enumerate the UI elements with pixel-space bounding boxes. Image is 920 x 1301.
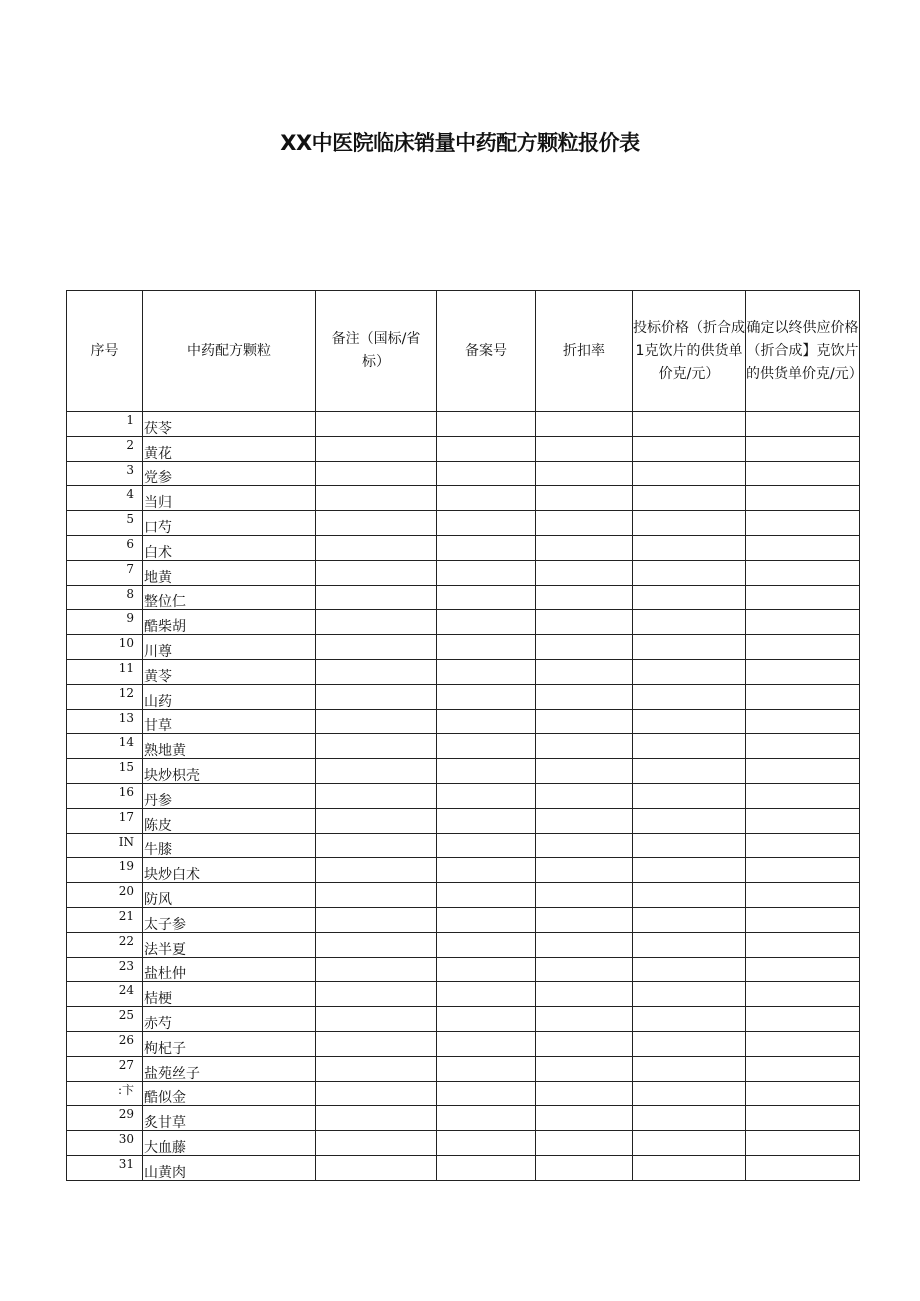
final-price-cell bbox=[746, 436, 860, 461]
row-herb-cell bbox=[143, 883, 316, 908]
remark-cell bbox=[316, 858, 437, 883]
row-number: 20 bbox=[67, 883, 143, 908]
bid-price-cell bbox=[633, 808, 746, 833]
table-row bbox=[67, 1131, 860, 1156]
discount-cell bbox=[536, 1056, 633, 1081]
discount-cell bbox=[536, 1155, 633, 1180]
final-price-cell bbox=[746, 1131, 860, 1156]
row-herb-cell bbox=[143, 957, 316, 982]
bid-price-cell bbox=[633, 957, 746, 982]
record-no-cell bbox=[437, 1081, 536, 1106]
remark-cell bbox=[316, 907, 437, 932]
final-price-cell bbox=[746, 858, 860, 883]
table-row bbox=[67, 1031, 860, 1056]
final-price-cell bbox=[746, 1106, 860, 1131]
record-no-cell bbox=[437, 759, 536, 784]
remark-cell bbox=[316, 486, 437, 511]
herb-name: 枸杞子 bbox=[144, 1040, 186, 1057]
discount-cell bbox=[536, 1007, 633, 1032]
discount-cell bbox=[536, 808, 633, 833]
price-quote-table bbox=[66, 290, 863, 1181]
herb-name: 黄花 bbox=[144, 445, 172, 462]
bid-price-cell bbox=[633, 684, 746, 709]
remark-cell bbox=[316, 1106, 437, 1131]
row-number: 13 bbox=[67, 709, 143, 734]
bid-price-cell bbox=[633, 610, 746, 635]
final-price-cell bbox=[746, 535, 860, 560]
herb-name: 块炒枳壳 bbox=[144, 767, 200, 784]
record-no-cell bbox=[437, 511, 536, 536]
table-row bbox=[67, 932, 860, 957]
row-number: 7 bbox=[67, 560, 143, 585]
final-price-cell bbox=[746, 1081, 860, 1106]
discount-cell bbox=[536, 1031, 633, 1056]
table-row bbox=[67, 833, 860, 858]
discount-cell bbox=[536, 511, 633, 536]
row-number: 11 bbox=[67, 659, 143, 684]
remark-cell bbox=[316, 957, 437, 982]
final-price-cell bbox=[746, 610, 860, 635]
table-row bbox=[67, 486, 860, 511]
herb-name: 白术 bbox=[144, 544, 172, 561]
discount-cell bbox=[536, 486, 633, 511]
row-number: 26 bbox=[67, 1031, 143, 1056]
record-no-cell bbox=[437, 1056, 536, 1081]
herb-name: 地黄 bbox=[144, 569, 172, 586]
final-price-cell bbox=[746, 1155, 860, 1180]
row-herb-cell bbox=[143, 759, 316, 784]
row-number: 15 bbox=[67, 759, 143, 784]
table-row bbox=[67, 759, 860, 784]
row-herb-cell bbox=[143, 461, 316, 486]
record-no-cell bbox=[437, 610, 536, 635]
row-herb-cell bbox=[143, 709, 316, 734]
herb-name: 法半夏 bbox=[144, 941, 186, 958]
row-number: 21 bbox=[67, 907, 143, 932]
bid-price-cell bbox=[633, 659, 746, 684]
discount-cell bbox=[536, 957, 633, 982]
discount-cell bbox=[536, 1081, 633, 1106]
row-number: 30 bbox=[67, 1131, 143, 1156]
record-no-cell bbox=[437, 412, 536, 437]
document-title: XX中医院临床销量中药配方颗粒报价表 bbox=[280, 131, 640, 155]
row-number: 27 bbox=[67, 1056, 143, 1081]
row-herb-cell bbox=[143, 1007, 316, 1032]
bid-price-cell bbox=[633, 1081, 746, 1106]
row-number: 3 bbox=[67, 461, 143, 486]
table-row bbox=[67, 684, 860, 709]
header-final-price: 确定以终供应价格（折合成】克饮片的供货单价克/元） bbox=[746, 291, 860, 412]
record-no-cell bbox=[437, 883, 536, 908]
bid-price-cell bbox=[633, 1106, 746, 1131]
remark-cell bbox=[316, 883, 437, 908]
row-number: 31 bbox=[67, 1155, 143, 1180]
bid-price-cell bbox=[633, 759, 746, 784]
discount-cell bbox=[536, 982, 633, 1007]
final-price-cell bbox=[746, 511, 860, 536]
herb-name: 盐苑丝子 bbox=[144, 1065, 200, 1082]
final-price-cell bbox=[746, 883, 860, 908]
final-price-cell bbox=[746, 1031, 860, 1056]
row-number: 17 bbox=[67, 808, 143, 833]
record-no-cell bbox=[437, 535, 536, 560]
table-row bbox=[67, 511, 860, 536]
row-herb-cell bbox=[143, 833, 316, 858]
remark-cell bbox=[316, 610, 437, 635]
row-number: 19 bbox=[67, 858, 143, 883]
remark-cell bbox=[316, 684, 437, 709]
table-row bbox=[67, 883, 860, 908]
discount-cell bbox=[536, 907, 633, 932]
discount-cell bbox=[536, 412, 633, 437]
discount-cell bbox=[536, 461, 633, 486]
herb-name: 赤芍 bbox=[144, 1015, 172, 1032]
herb-name: 口芍 bbox=[144, 519, 172, 536]
row-herb-cell bbox=[143, 585, 316, 610]
table-row bbox=[67, 535, 860, 560]
record-no-cell bbox=[437, 957, 536, 982]
table-row bbox=[67, 412, 860, 437]
row-number: 6 bbox=[67, 535, 143, 560]
discount-cell bbox=[536, 1106, 633, 1131]
remark-cell bbox=[316, 1155, 437, 1180]
table-header-row bbox=[67, 291, 860, 412]
row-number: 23 bbox=[67, 957, 143, 982]
table-row bbox=[67, 635, 860, 660]
record-no-cell bbox=[437, 907, 536, 932]
remark-cell bbox=[316, 535, 437, 560]
final-price-cell bbox=[746, 412, 860, 437]
table-body bbox=[67, 412, 860, 1181]
table-row bbox=[67, 585, 860, 610]
row-herb-cell bbox=[143, 511, 316, 536]
table-row bbox=[67, 436, 860, 461]
discount-cell bbox=[536, 436, 633, 461]
record-no-cell bbox=[437, 1031, 536, 1056]
row-herb-cell bbox=[143, 535, 316, 560]
record-no-cell bbox=[437, 709, 536, 734]
remark-cell bbox=[316, 560, 437, 585]
record-no-cell bbox=[437, 833, 536, 858]
remark-cell bbox=[316, 1056, 437, 1081]
row-number: 25 bbox=[67, 1007, 143, 1032]
row-herb-cell bbox=[143, 982, 316, 1007]
record-no-cell bbox=[437, 486, 536, 511]
table-row bbox=[67, 560, 860, 585]
bid-price-cell bbox=[633, 709, 746, 734]
bid-price-cell bbox=[633, 1031, 746, 1056]
final-price-cell bbox=[746, 982, 860, 1007]
herb-name: 熟地黄 bbox=[144, 743, 186, 760]
discount-cell bbox=[536, 759, 633, 784]
discount-cell bbox=[536, 932, 633, 957]
record-no-cell bbox=[437, 635, 536, 660]
record-no-cell bbox=[437, 436, 536, 461]
row-herb-cell bbox=[143, 412, 316, 437]
bid-price-cell bbox=[633, 982, 746, 1007]
bid-price-cell bbox=[633, 585, 746, 610]
table-row bbox=[67, 461, 860, 486]
herb-name: 太子参 bbox=[144, 916, 186, 933]
record-no-cell bbox=[437, 684, 536, 709]
remark-cell bbox=[316, 412, 437, 437]
discount-cell bbox=[536, 610, 633, 635]
remark-cell bbox=[316, 709, 437, 734]
row-number: 24 bbox=[67, 982, 143, 1007]
row-herb-cell bbox=[143, 1056, 316, 1081]
discount-cell bbox=[536, 734, 633, 759]
record-no-cell bbox=[437, 734, 536, 759]
bid-price-cell bbox=[633, 883, 746, 908]
row-number: 9 bbox=[67, 610, 143, 635]
remark-cell bbox=[316, 759, 437, 784]
table-row bbox=[67, 783, 860, 808]
bid-price-cell bbox=[633, 1007, 746, 1032]
final-price-cell bbox=[746, 659, 860, 684]
table-row bbox=[67, 610, 860, 635]
header-name: 中药配方颗粒 bbox=[143, 291, 316, 412]
row-herb-cell bbox=[143, 1081, 316, 1106]
bid-price-cell bbox=[633, 833, 746, 858]
row-herb-cell bbox=[143, 1131, 316, 1156]
header-bid-price: 投标价格（折合成1克饮片的供货单价克/元） bbox=[633, 291, 746, 412]
record-no-cell bbox=[437, 932, 536, 957]
remark-cell bbox=[316, 511, 437, 536]
row-herb-cell bbox=[143, 635, 316, 660]
bid-price-cell bbox=[633, 461, 746, 486]
final-price-cell bbox=[746, 957, 860, 982]
discount-cell bbox=[536, 783, 633, 808]
table-row bbox=[67, 1106, 860, 1131]
record-no-cell bbox=[437, 659, 536, 684]
final-price-cell bbox=[746, 932, 860, 957]
bid-price-cell bbox=[633, 560, 746, 585]
herb-name: 黄苓 bbox=[144, 668, 172, 685]
record-no-cell bbox=[437, 858, 536, 883]
row-herb-cell bbox=[143, 659, 316, 684]
remark-cell bbox=[316, 659, 437, 684]
record-no-cell bbox=[437, 982, 536, 1007]
record-no-cell bbox=[437, 808, 536, 833]
final-price-cell bbox=[746, 734, 860, 759]
discount-cell bbox=[536, 709, 633, 734]
herb-name: 炙甘草 bbox=[144, 1115, 186, 1132]
herb-name: 茯苓 bbox=[144, 420, 172, 437]
bid-price-cell bbox=[633, 1131, 746, 1156]
herb-name: 山黄肉 bbox=[144, 1164, 186, 1181]
discount-cell bbox=[536, 560, 633, 585]
remark-cell bbox=[316, 1007, 437, 1032]
herb-name: 酷柴胡 bbox=[144, 619, 186, 636]
table-row bbox=[67, 1007, 860, 1032]
header-seq: 序号 bbox=[67, 291, 143, 412]
remark-cell bbox=[316, 635, 437, 660]
remark-cell bbox=[316, 982, 437, 1007]
discount-cell bbox=[536, 635, 633, 660]
bid-price-cell bbox=[633, 858, 746, 883]
row-herb-cell bbox=[143, 436, 316, 461]
table-row bbox=[67, 808, 860, 833]
bid-price-cell bbox=[633, 436, 746, 461]
final-price-cell bbox=[746, 560, 860, 585]
row-number: 10 bbox=[67, 635, 143, 660]
bid-price-cell bbox=[633, 1155, 746, 1180]
table-row bbox=[67, 858, 860, 883]
row-number: 8 bbox=[67, 585, 143, 610]
discount-cell bbox=[536, 1131, 633, 1156]
row-herb-cell bbox=[143, 1031, 316, 1056]
herb-name: 块炒白术 bbox=[144, 867, 200, 884]
row-number: 14 bbox=[67, 734, 143, 759]
herb-name: 大血藤 bbox=[144, 1139, 186, 1156]
row-number: 5 bbox=[67, 511, 143, 536]
discount-cell bbox=[536, 535, 633, 560]
table-row bbox=[67, 1081, 860, 1106]
row-number: 22 bbox=[67, 932, 143, 957]
final-price-cell bbox=[746, 907, 860, 932]
record-no-cell bbox=[437, 585, 536, 610]
bid-price-cell bbox=[633, 783, 746, 808]
table-row bbox=[67, 734, 860, 759]
row-herb-cell bbox=[143, 907, 316, 932]
discount-cell bbox=[536, 659, 633, 684]
bid-price-cell bbox=[633, 635, 746, 660]
row-herb-cell bbox=[143, 684, 316, 709]
table-row bbox=[67, 982, 860, 1007]
final-price-cell bbox=[746, 808, 860, 833]
herb-name: 丹参 bbox=[144, 792, 172, 809]
final-price-cell bbox=[746, 635, 860, 660]
bid-price-cell bbox=[633, 734, 746, 759]
header-record-no: 备案号 bbox=[437, 291, 536, 412]
herb-name: 整位仁 bbox=[144, 594, 186, 611]
remark-cell bbox=[316, 833, 437, 858]
row-herb-cell bbox=[143, 1106, 316, 1131]
discount-cell bbox=[536, 883, 633, 908]
discount-cell bbox=[536, 833, 633, 858]
row-number: 29 bbox=[67, 1106, 143, 1131]
herb-name: 山药 bbox=[144, 693, 172, 710]
row-herb-cell bbox=[143, 932, 316, 957]
final-price-cell bbox=[746, 783, 860, 808]
final-price-cell bbox=[746, 1007, 860, 1032]
row-herb-cell bbox=[143, 1155, 316, 1180]
table-row bbox=[67, 1056, 860, 1081]
row-number: 12 bbox=[67, 684, 143, 709]
final-price-cell bbox=[746, 461, 860, 486]
remark-cell bbox=[316, 1131, 437, 1156]
bid-price-cell bbox=[633, 535, 746, 560]
herb-name: 当归 bbox=[144, 495, 172, 512]
final-price-cell bbox=[746, 585, 860, 610]
table-row bbox=[67, 709, 860, 734]
remark-cell bbox=[316, 932, 437, 957]
table-row bbox=[67, 659, 860, 684]
remark-cell bbox=[316, 1031, 437, 1056]
row-number: 2 bbox=[67, 436, 143, 461]
row-herb-cell bbox=[143, 808, 316, 833]
row-herb-cell bbox=[143, 858, 316, 883]
remark-cell bbox=[316, 734, 437, 759]
discount-cell bbox=[536, 585, 633, 610]
row-herb-cell bbox=[143, 783, 316, 808]
herb-name: 盐杜仲 bbox=[144, 966, 186, 983]
remark-cell bbox=[316, 1081, 437, 1106]
remark-cell bbox=[316, 436, 437, 461]
final-price-cell bbox=[746, 486, 860, 511]
header-remark: 备注（国标/省标） bbox=[316, 291, 437, 412]
bid-price-cell bbox=[633, 907, 746, 932]
table-row bbox=[67, 957, 860, 982]
record-no-cell bbox=[437, 461, 536, 486]
record-no-cell bbox=[437, 1131, 536, 1156]
herb-name: 桔梗 bbox=[144, 991, 172, 1008]
bid-price-cell bbox=[633, 1056, 746, 1081]
bid-price-cell bbox=[633, 511, 746, 536]
final-price-cell bbox=[746, 1056, 860, 1081]
herb-name: 甘草 bbox=[144, 718, 172, 735]
bid-price-cell bbox=[633, 932, 746, 957]
discount-cell bbox=[536, 858, 633, 883]
record-no-cell bbox=[437, 1155, 536, 1180]
herb-name: 陈皮 bbox=[144, 817, 172, 834]
row-herb-cell bbox=[143, 560, 316, 585]
herb-name: 川尊 bbox=[144, 643, 172, 660]
final-price-cell bbox=[746, 709, 860, 734]
row-herb-cell bbox=[143, 486, 316, 511]
bid-price-cell bbox=[633, 486, 746, 511]
row-herb-cell bbox=[143, 734, 316, 759]
row-number: :卞 bbox=[67, 1081, 143, 1106]
final-price-cell bbox=[746, 833, 860, 858]
table-row bbox=[67, 1155, 860, 1180]
final-price-cell bbox=[746, 759, 860, 784]
herb-name: 牛膝 bbox=[144, 842, 172, 859]
row-number: 4 bbox=[67, 486, 143, 511]
record-no-cell bbox=[437, 560, 536, 585]
remark-cell bbox=[316, 783, 437, 808]
bid-price-cell bbox=[633, 412, 746, 437]
row-number: IN bbox=[67, 833, 143, 858]
remark-cell bbox=[316, 461, 437, 486]
row-number: 16 bbox=[67, 783, 143, 808]
row-herb-cell bbox=[143, 610, 316, 635]
header-discount: 折扣率 bbox=[536, 291, 633, 412]
remark-cell bbox=[316, 808, 437, 833]
row-number: 1 bbox=[67, 412, 143, 437]
record-no-cell bbox=[437, 1007, 536, 1032]
herb-name: 酷似金 bbox=[144, 1090, 186, 1107]
final-price-cell bbox=[746, 684, 860, 709]
herb-name: 党参 bbox=[144, 470, 172, 487]
discount-cell bbox=[536, 684, 633, 709]
record-no-cell bbox=[437, 1106, 536, 1131]
remark-cell bbox=[316, 585, 437, 610]
herb-name: 防风 bbox=[144, 891, 172, 908]
table-row bbox=[67, 907, 860, 932]
record-no-cell bbox=[437, 783, 536, 808]
